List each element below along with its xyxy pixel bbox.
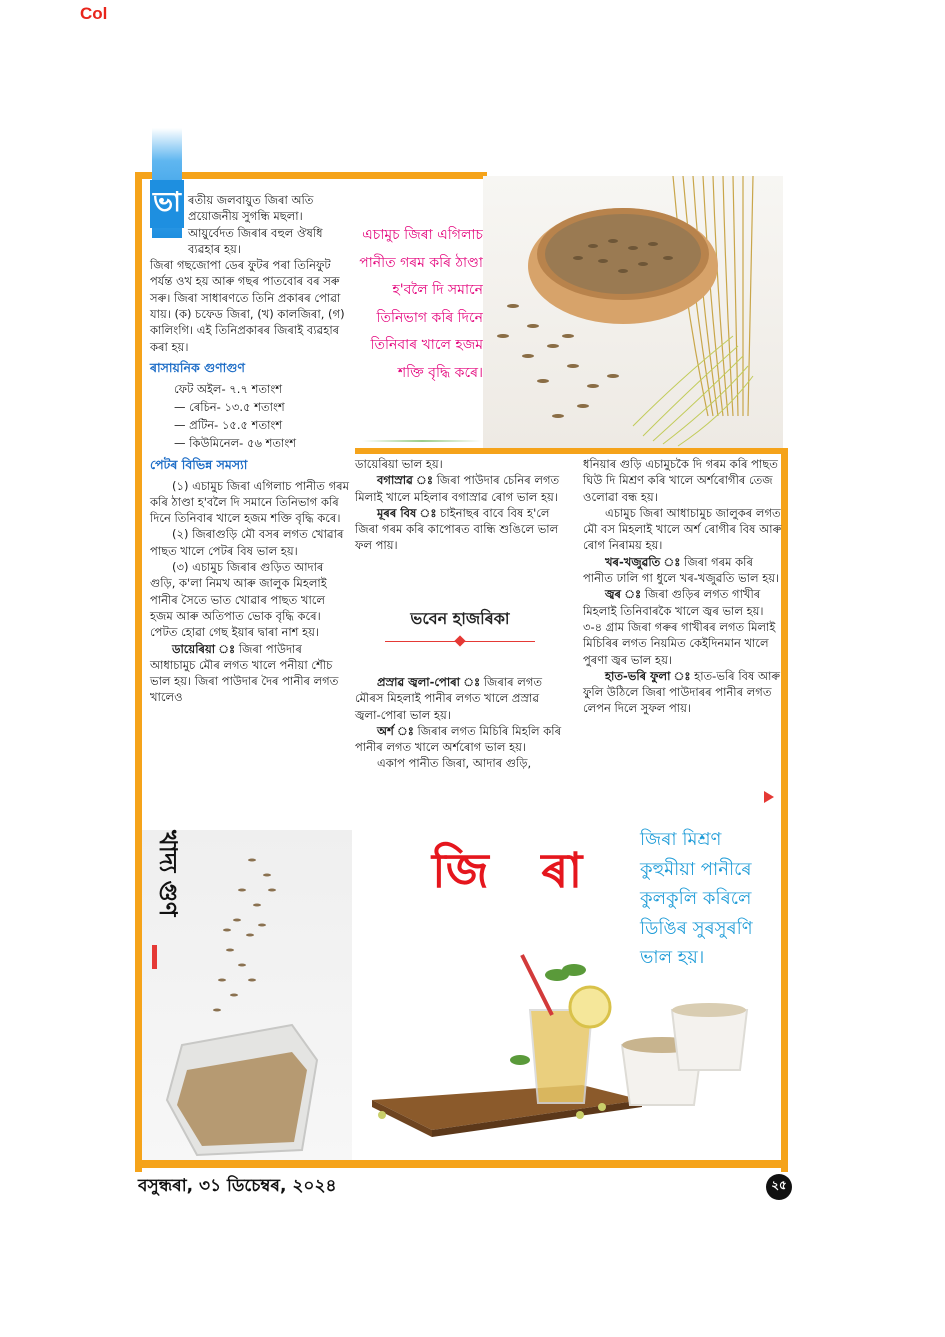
- leucorrhea-label: বগাস্ৰাৱ ঃ: [377, 473, 433, 488]
- article-column-3: [583, 456, 783, 717]
- stomach-paragraph-3: (৩) এচামুচ জিৰাৰ গুড়িত আদাৰ গুড়ি, ক'লা নিমখ আৰু জালুক মিহলাই পানীৰ সৈতে ভাত খোৱাৰ পাছত খালে হজম আৰু অতিপাত ভোক বৃদ্ধি কৰে। পেটত হোৱা গেছ ইয়াৰ দ্বাৰা নাশ হয়।: [150, 560, 327, 640]
- itching-label: খৰ-খজুৱতি ঃ: [605, 554, 681, 569]
- pull-quote: এচামুচ জিৰা এগিলাচ পানীত গৰম কৰি ঠাণ্ডা হ'বলৈ দি সমানে তিনিভাগ কৰি দিনে তিনিবাৰ খালে হজম শক্তি বৃদ্ধি কৰে।: [359, 227, 483, 381]
- frame-bottom-border: [135, 1160, 788, 1168]
- corner-label: Col: [80, 4, 108, 23]
- diarrhea-label: ডায়েৰিয়া ঃ: [172, 641, 236, 656]
- pull-quote-rule: [362, 440, 482, 442]
- continue-arrow-icon: [764, 791, 774, 803]
- col2-paragraph-0: ডায়েৰিয়া ভাল হয়।: [355, 457, 443, 471]
- urination-label: প্ৰস্ৰাৱ জ্বলা-পোৰা ঃ: [377, 675, 481, 689]
- chemical-list: [150, 380, 350, 452]
- frame-left-border: [135, 172, 142, 1172]
- diarrhea-text: জিৰা পাউদাৰ আধাচামুচ মৌৰ লগত খালে পনীয়া শৌচ ভাল হয়। জিৰা পাউদাৰ দৈৰ পানীৰ লগত খালেও: [150, 641, 339, 705]
- chemical-item: — প্ৰটিন- ১৫.৫ শতাংশ: [174, 418, 283, 433]
- swelling-label: হাত-ভৰি ফুলা ঃ: [605, 668, 691, 683]
- article-column-1: [150, 192, 350, 706]
- section-label: [144, 832, 188, 982]
- piles-text: জিৰাৰ লগত মিচিৰি মিহলি কৰি পানীৰ লগত খালে অৰ্শৰোগ ভাল হয়।: [355, 723, 562, 755]
- fever-text: জিৰা গুড়িৰ লগত গাখীৰ মিহলাই তিনিবাৰকৈ খালে জ্বৰ ভাল হয়। ৩-৪ গ্ৰাম জিৰা গৰুৰ গাখীৰৰ লগত মিলাই মিচিৰিৰ লগত নিয়মিত কেইদিনমান খালে পুৰণা জ্বৰ ভাল হয়।: [583, 587, 776, 667]
- diamond-icon: [454, 635, 465, 646]
- swelling-text: হাত-ভৰি বিষ আৰু ফুলি উঠিলে জিৰা পাউদাৰৰ পানীৰ লগত লেপন দিলে সুফল পায়।: [583, 668, 781, 716]
- headache-text: চাইনাছৰ বাবে বিষ হ'লে জিৰা গৰম কৰি কাপোৰত বান্ধি শুঙিলে ভাল ফল পায়।: [355, 505, 559, 553]
- section-label-text: খাদ্য গুণ: [154, 830, 182, 917]
- chemical-item: — কিউমিনেল- ৫৬ শতাংশ: [174, 436, 297, 451]
- stomach-heading: পেটৰ বিভিন্ন সমস্যা: [150, 457, 248, 473]
- frame-middle-border: [355, 448, 788, 454]
- cumin-bowl-photo: [483, 176, 783, 448]
- col2b-paragraph-3: একাপ পানীত জিৰা, আদাৰ গুড়ি,: [377, 756, 532, 771]
- article-column-2-lower: [355, 674, 567, 772]
- piles-label: অৰ্শ ঃ: [377, 723, 414, 738]
- author-byline: [370, 606, 550, 642]
- chemical-heading: ৰাসায়নিক গুণাগুণ: [150, 359, 245, 375]
- col3-paragraph-1: এচামুচ জিৰা আধাচামুচ জালুকৰ লগত মৌ বস মিহলাই খালে অৰ্শ ৰোগীৰ বিষ আৰু ৰোগ নিৰাময় হয়।: [583, 505, 782, 553]
- footer-publication-date: বসুন্ধৰা, ৩১ ডিচেম্বৰ, ২০২৪: [138, 1176, 337, 1196]
- itching-text: জিৰা গৰম কৰি পানীত ঢালি গা ধুলে খৰ-খজুৱতি ভাল হয়।: [583, 554, 780, 586]
- author-rule: [385, 641, 535, 642]
- article-title: জি ৰা: [432, 843, 601, 899]
- headache-label: মূৰৰ বিষ ঃ: [377, 505, 437, 520]
- frame-top-border: [135, 172, 487, 179]
- section-label-bar: [152, 945, 157, 969]
- author-name: ভবেন হাজৰিকা: [410, 609, 510, 628]
- chemical-item: — ৰেচিন- ১৩.৫ শতাংশ: [174, 400, 285, 415]
- page-number-badge: ২৫: [766, 1174, 792, 1200]
- tip-callout: জিৰা মিশ্ৰণ কুহুমীয়া পানীৰে কুলকুলি কৰিলে ডিঙিৰ সুৰসুৰণি ভাল হয়।: [640, 829, 753, 968]
- intro-first-line: ৰতীয় জলবায়ুত জিৰা অতি প্ৰয়োজনীয় সুগন্ধি মছলা। আয়ুৰ্বেদত জিৰাৰ বহুল ঔষধি ব্যৱহাৰ হয়।: [188, 193, 323, 256]
- fever-label: জ্বৰ ঃ: [605, 587, 642, 602]
- intro-paragraph: জিৰা গছজোপা ডেৰ ফুটৰ পৰা তিনিফুট পৰ্যন্ত ওখ হয় আৰু গছৰ পাতবোৰ বৰ সৰু সৰু। জিৰা সাধাৰণতে তিনি প্ৰকাৰৰ পোৱা যায়। (ক) চফেড জিৰা, (খ) কালজিৰা, (গ) কালিংগি। এই তিনিপ্ৰকাৰৰ জিৰাই ব্যৱহাৰ কৰা হয়।: [150, 258, 345, 354]
- stomach-paragraph-1: (১) এচামুচ জিৰা এগিলাচ পানীত গৰম কৰি ঠাণ্ডা হ'বলৈ দি সমানে তিনিভাগ কৰি দিনে তিনিবাৰ খালে হজম শক্তি বৃদ্ধি কৰে।: [150, 478, 349, 526]
- leucorrhea-text: জিৰা পাউদাৰ চেনিৰ লগত মিলাই খালে মহিলাৰ বগাস্ৰাৱ ৰোগ ভাল হয়।: [355, 473, 560, 504]
- chemical-item: ফেট অইল- ৭.৭ শতাংশ: [174, 382, 283, 397]
- urination-text: জিৰাৰ লগত মৌৰস মিহলাই পানীৰ লগত খালে প্ৰস্ৰাৱ জ্বলা-পোৰা ভাল হয়।: [355, 675, 543, 722]
- drop-cap: ভা: [150, 180, 184, 228]
- col3-paragraph-0: ধনিয়াৰ গুড়ি এচামুচকৈ দি গৰম কৰি পাছত ঘিউ দি মিশ্ৰণ কৰি খালে অৰ্শৰোগীৰ তেজ ওলোৱা বন্ধ হয়।: [583, 457, 778, 504]
- cumin-bowl-illustration: [483, 176, 783, 448]
- stomach-paragraph-2: (২) জিৰাগুড়ি মৌ বসৰ লগত খোৱাৰ পাছত খালে পেটৰ বিষ ভাল হয়।: [150, 527, 344, 558]
- article-column-2: [355, 456, 567, 554]
